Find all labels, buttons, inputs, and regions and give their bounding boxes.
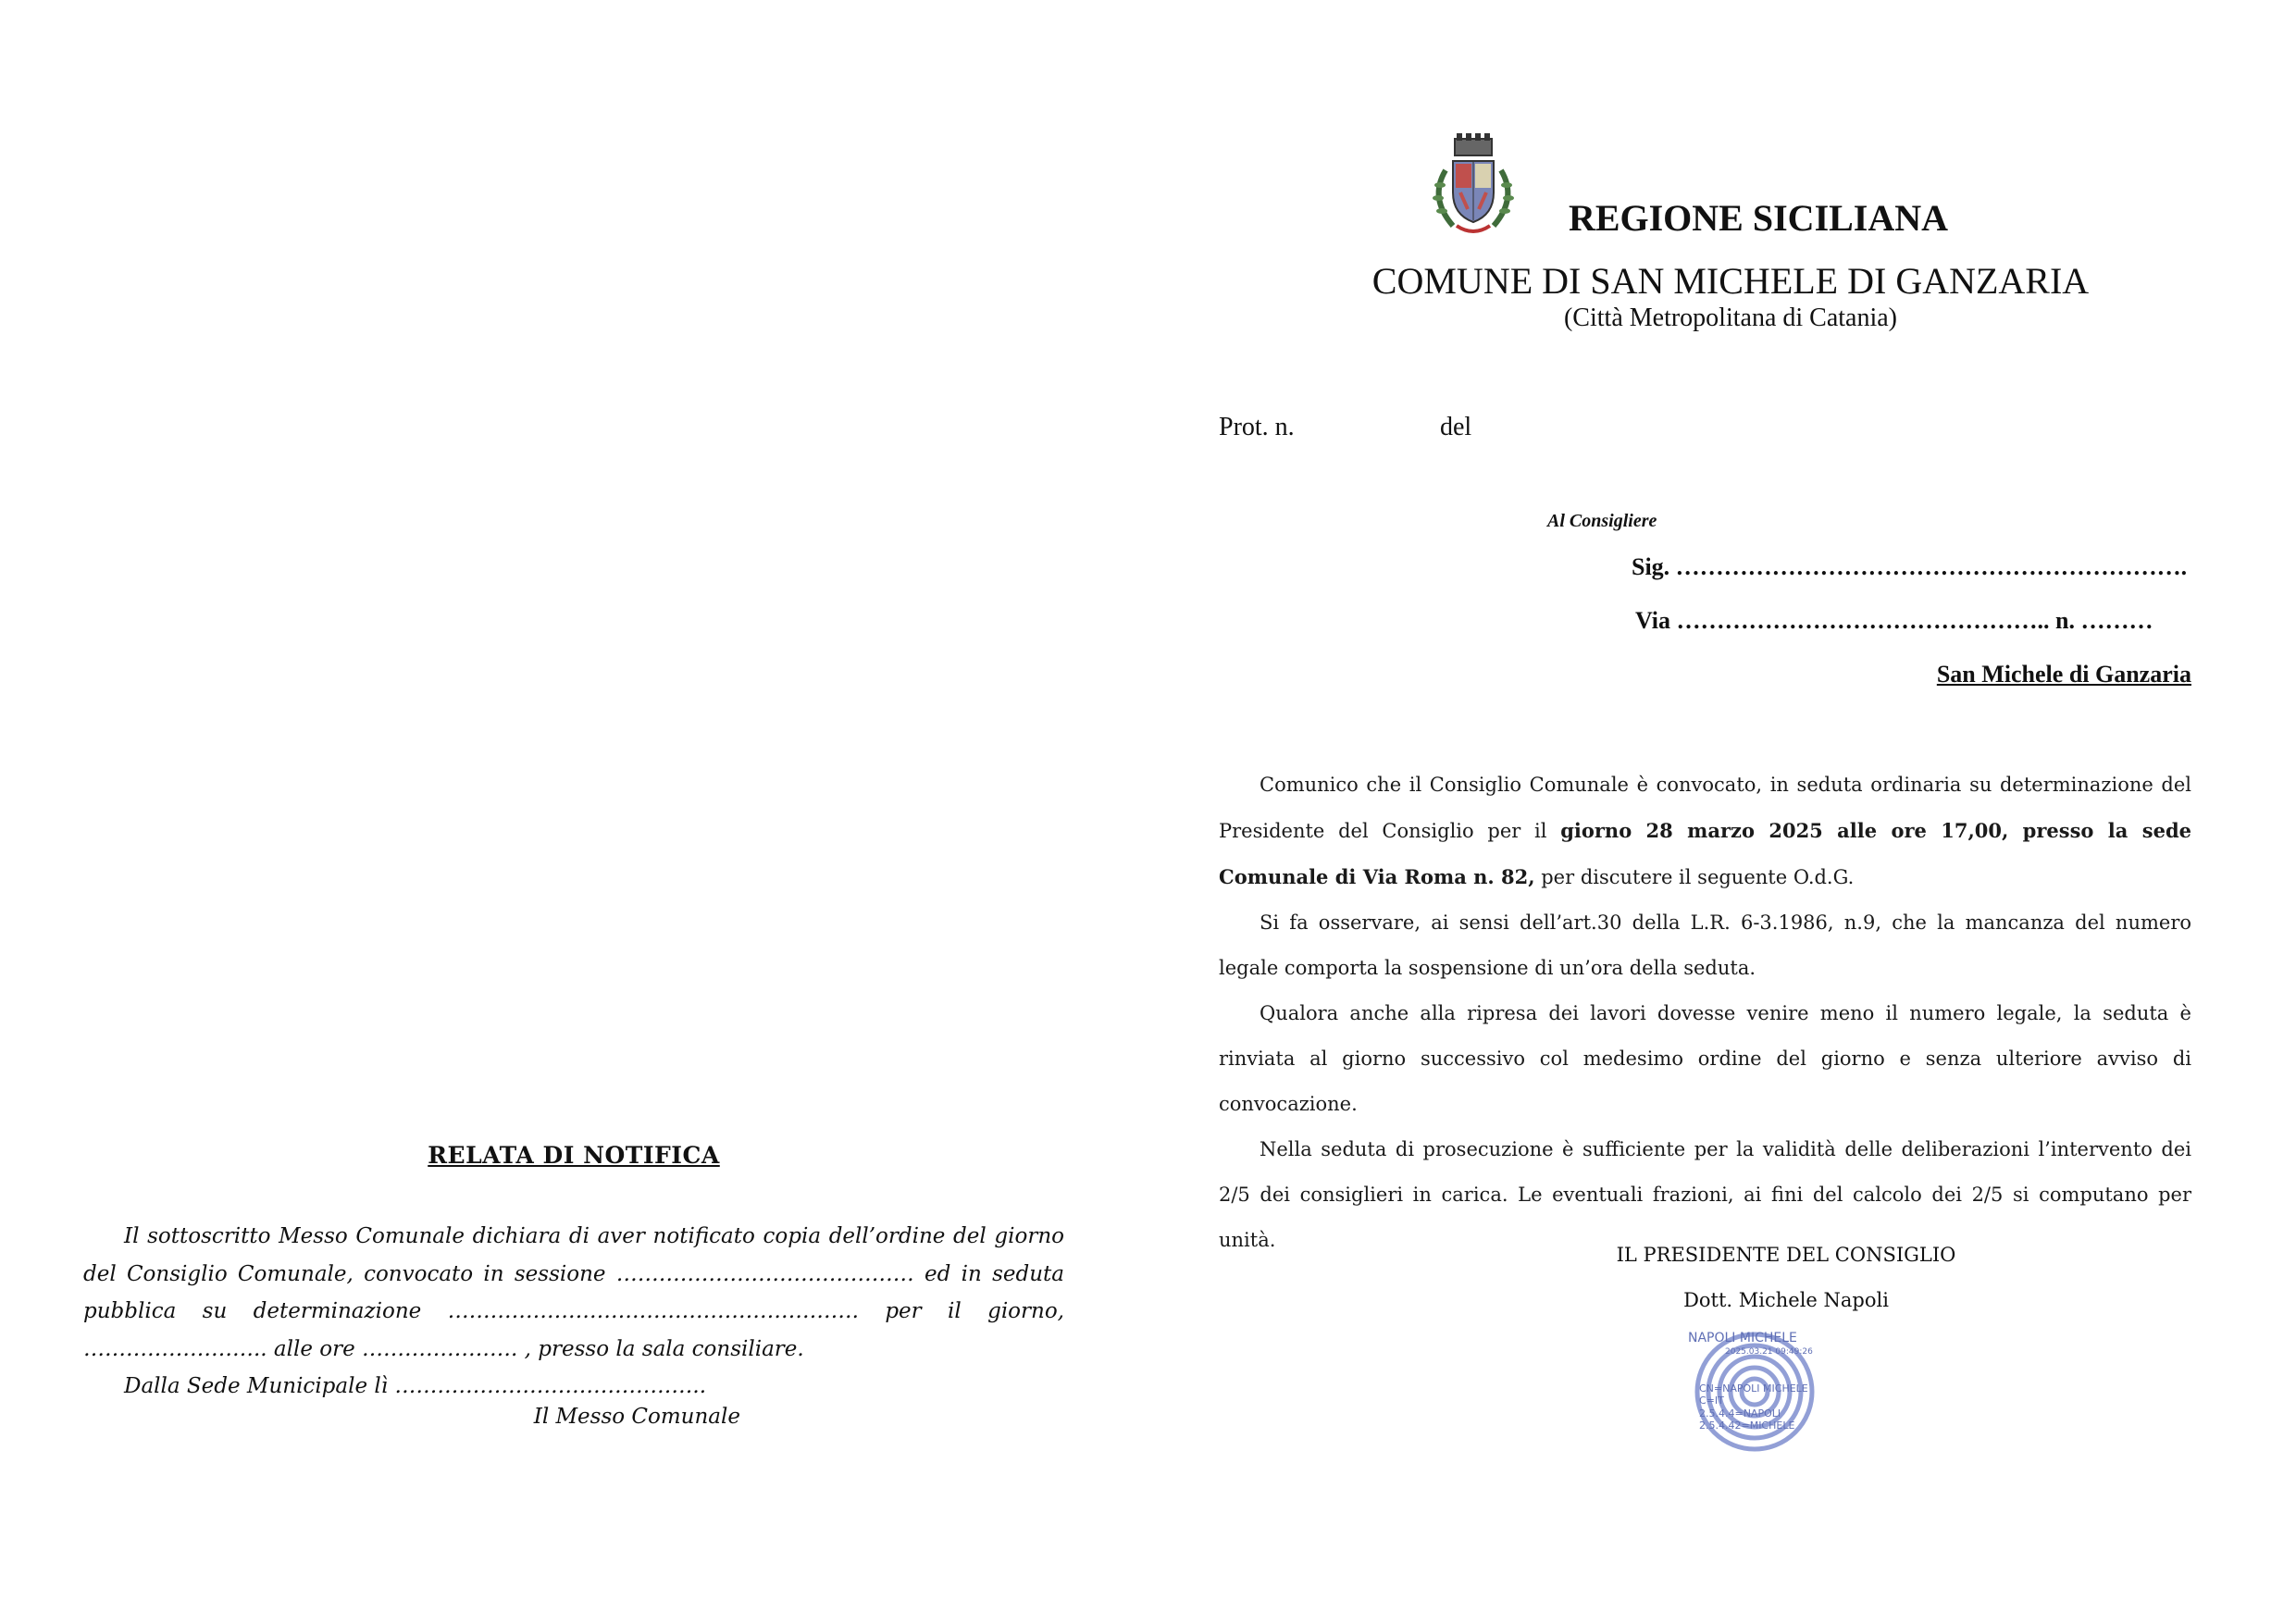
convocation-body <box>1219 762 2191 1263</box>
stamp-cn: CN=NAPOLI MICHELE <box>1699 1382 1808 1395</box>
relata-place-date: Dalla Sede Municipale lì …………………………………….. <box>124 1374 707 1398</box>
convocation-text-end: per discutere il seguente O.d.G. <box>1534 866 1855 888</box>
region-heading: REGIONE SICILIANA <box>1568 197 1949 239</box>
meeting-date-location: giorno 28 marzo 2025 alle ore 17,00, presso la sede Comunale di Via Roma n. 82, <box>1219 819 2191 888</box>
municipality-heading: COMUNE DI SAN MICHELE DI GANZARIA <box>1371 260 2090 302</box>
stamp-country: C=IT <box>1699 1395 1724 1407</box>
stamp-signer-name: NAPOLI MICHELE <box>1688 1331 1797 1345</box>
postponement-paragraph: Qualora anche alla ripresa dei lavori dovesse venire meno il numero legale, la seduta è rinviata al giorno successivo col medesimo ordine del giorno e senza ulteriore avviso di convocazione. <box>1219 1002 2191 1115</box>
signatory-role: IL PRESIDENTE DEL CONSIGLIO <box>1616 1244 1956 1266</box>
convocation-text: Comunico che il Consiglio Comunale è convocato, in seduta ordinaria su determinazione del Presidente del Consiglio per il <box>1219 774 2191 842</box>
protocol-date-label: del <box>1440 413 1472 441</box>
recipient-name-line: Sig. ………………………………………………………. <box>1632 553 2188 580</box>
relata-title: RELATA DI NOTIFICA <box>428 1142 720 1169</box>
continuation-paragraph: Nella seduta di prosecuzione è sufficiente per la validità delle deliberazioni l’intervento dei 2/5 dei consiglieri in carica. Le eventuali frazioni, ai fini del calcolo dei 2/5 si computano per unità. <box>1219 1138 2191 1251</box>
protocol-number-label: Prot. n. <box>1219 413 1295 441</box>
quorum-paragraph: Si fa osservare, ai sensi dell’art.30 della L.R. 6-3.1986, n.9, che la mancanza del numero legale comporta la sospensione di un’ora della seduta. <box>1219 911 2191 979</box>
digital-signature-stamp <box>1684 1325 1832 1455</box>
recipient-title: Al Consigliere <box>1547 511 1657 531</box>
relata-paragraph: Il sottoscritto Messo Comunale dichiara di aver notificato copia dell’ordine del giorno del Consiglio Comunale, convocato in sessione …………………………………… ed in seduta pubblica su determinazione …………………………………………………. per il giorno, …………………….. alle ore …………………. , presso la sala consiliare. <box>83 1224 1064 1361</box>
stamp-surname: 2.5.4.4=NAPOLI <box>1699 1407 1781 1419</box>
stamp-given-name: 2.5.4.42=MICHELE <box>1699 1419 1795 1432</box>
relata-body <box>83 1218 1064 1406</box>
convocation-paragraph <box>1219 762 2191 900</box>
signatory-name: Dott. Michele Napoli <box>1683 1289 1889 1311</box>
stamp-timestamp: 2025.03.21 09:49:26 <box>1725 1347 1813 1357</box>
relata-signature: Il Messo Comunale <box>533 1405 740 1429</box>
recipient-city: San Michele di Ganzaria <box>1936 661 2191 688</box>
recipient-address-line: Via ……………………………………….. n. ……… <box>1635 607 2153 634</box>
metro-area-subtitle: (Città Metropolitana di Catania) <box>1563 304 1897 332</box>
